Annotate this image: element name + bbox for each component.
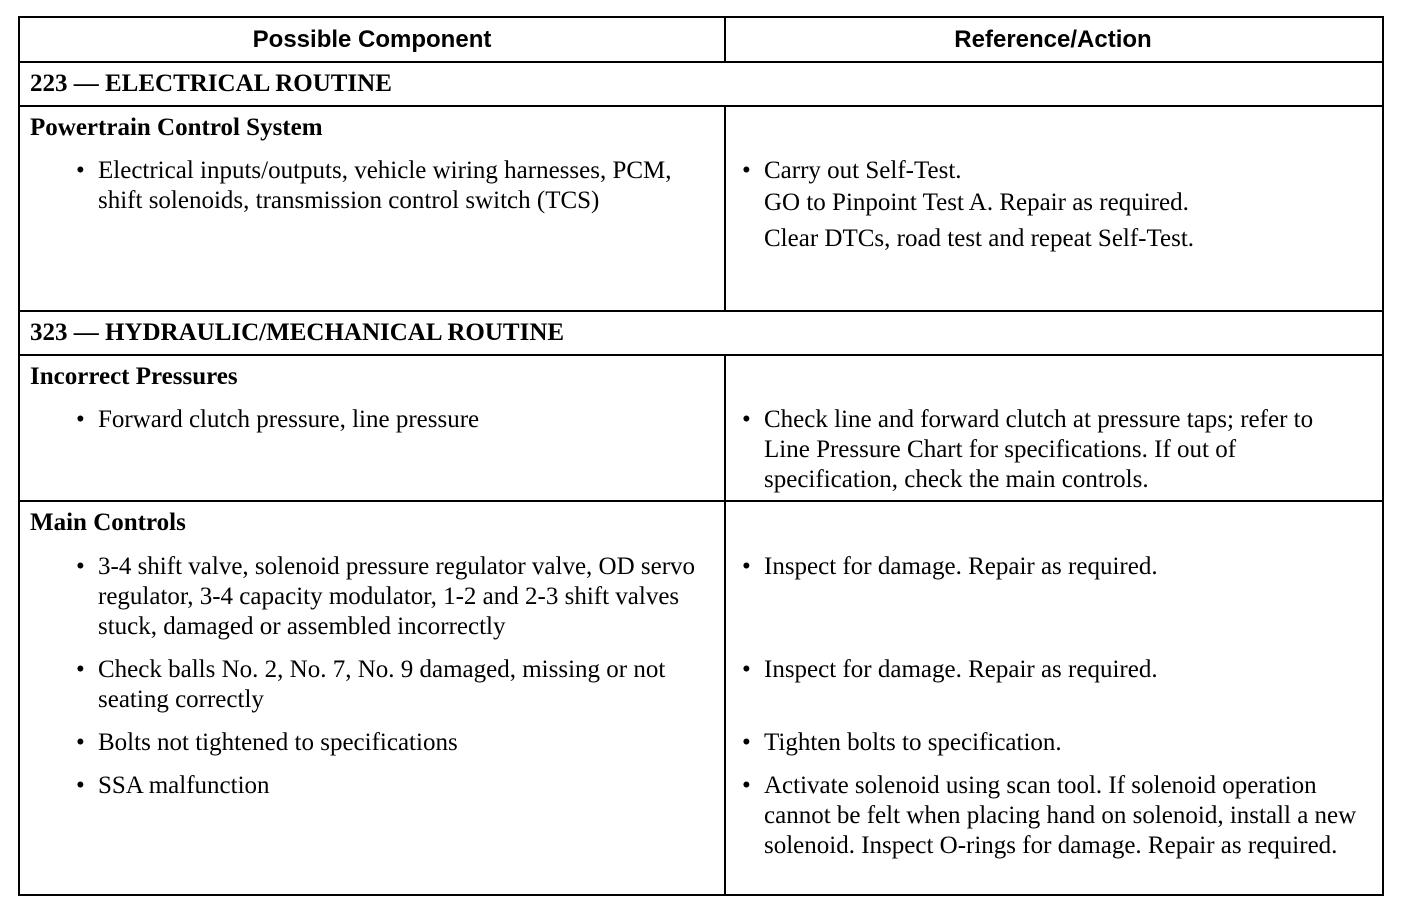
column-divider <box>724 18 726 62</box>
group-title-main-controls: Main Controls <box>30 509 186 536</box>
action-text: Inspect for damage. Repair as required. <box>764 656 1158 683</box>
divider <box>20 310 1382 312</box>
bullet-icon: • <box>742 553 751 580</box>
column-divider <box>724 355 726 894</box>
divider <box>20 354 1382 356</box>
component-text: Bolts not tightened to specifications <box>98 729 458 756</box>
component-text: 3-4 shift valve, solenoid pressure regulator valve, OD servo regulator, 3-4 capacity modulator, 1-2 and 2-3 shift valves stuck, damaged or assembled incorrectly <box>98 553 696 640</box>
action-text: Activate solenoid using scan tool. If solenoid operation cannot be felt when placing hand on solenoid, install a new solenoid. Inspect O-rings for damage. Repair as required. <box>764 772 1357 859</box>
component-text: Check balls No. 2, No. 7, No. 9 damaged, missing or not seating correctly <box>98 656 666 713</box>
diagnosis-table <box>18 16 1384 896</box>
divider <box>20 500 1382 502</box>
action-text: Check line and forward clutch at pressure taps; refer to Line Pressure Chart for specifications. If out of specification, check the main controls. <box>764 406 1314 493</box>
action-text: Carry out Self-Test. <box>764 157 962 184</box>
group-title-powertrain: Powertrain Control System <box>30 114 323 141</box>
bullet-icon: • <box>76 772 85 799</box>
bullet-icon: • <box>742 157 751 184</box>
component-text: Forward clutch pressure, line pressure <box>98 406 480 433</box>
bullet-icon: • <box>76 157 85 184</box>
header-reference-action: Reference/Action <box>954 26 1152 53</box>
action-text: Tighten bolts to specification. <box>764 729 1062 756</box>
section-title-hydraulic: 323 — HYDRAULIC/MECHANICAL ROUTINE <box>30 319 565 346</box>
bullet-icon: • <box>742 656 751 683</box>
action-line-pinpoint: GO to Pinpoint Test A. Repair as required. <box>764 189 1189 216</box>
divider <box>20 105 1382 107</box>
section-title-electrical: 223 — ELECTRICAL ROUTINE <box>30 70 392 97</box>
column-divider <box>724 106 726 311</box>
component-text: Electrical inputs/outputs, vehicle wiring harnesses, PCM, shift solenoids, transmission control switch (TCS) <box>98 157 672 214</box>
bullet-icon: • <box>76 656 85 683</box>
header-possible-component: Possible Component <box>252 26 492 53</box>
bullet-icon: • <box>742 406 751 433</box>
bullet-icon: • <box>742 729 751 756</box>
divider <box>20 61 1382 63</box>
bullet-icon: • <box>76 406 85 433</box>
bullet-icon: • <box>76 553 85 580</box>
component-text: SSA malfunction <box>98 772 270 799</box>
action-text: Inspect for damage. Repair as required. <box>764 553 1158 580</box>
bullet-icon: • <box>742 772 751 799</box>
bullet-icon: • <box>76 729 85 756</box>
action-line-clear-dtcs: Clear DTCs, road test and repeat Self-Test. <box>764 225 1195 252</box>
group-title-incorrect-pressures: Incorrect Pressures <box>30 363 238 390</box>
